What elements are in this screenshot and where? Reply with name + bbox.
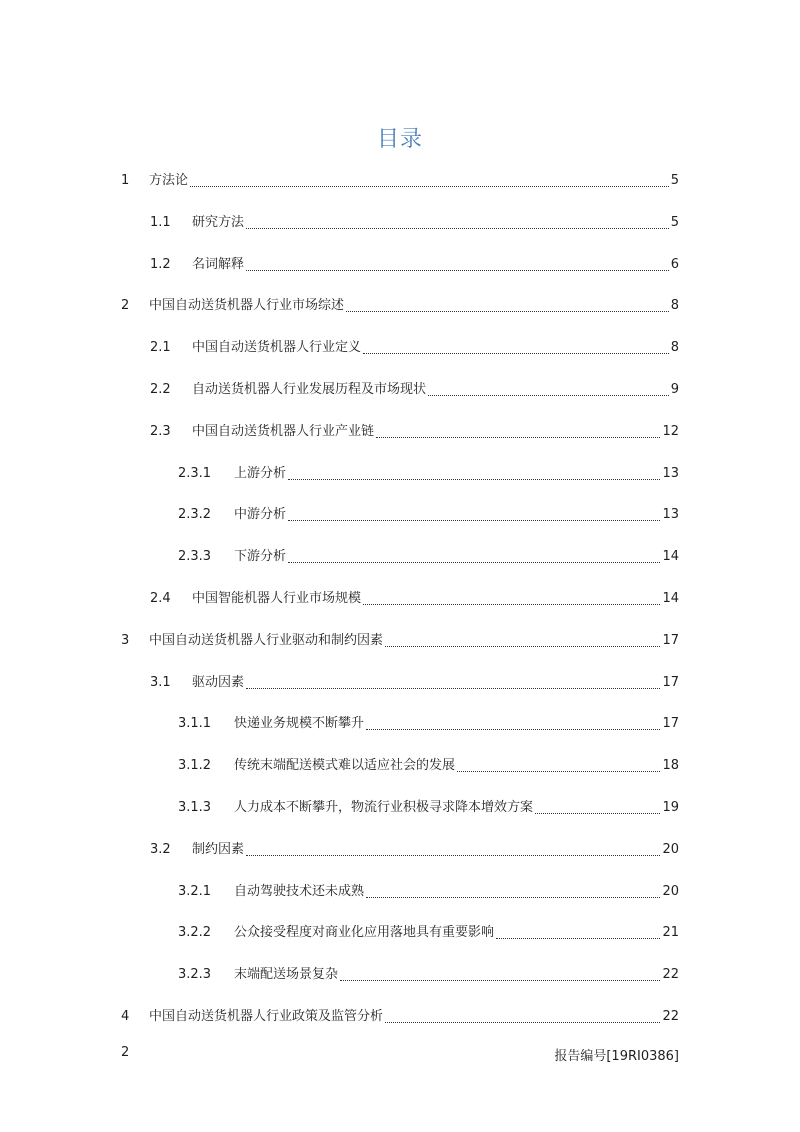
toc-dot-leader	[190, 185, 669, 187]
toc-dot-leader	[363, 352, 669, 354]
toc-entry-page: 5	[670, 214, 679, 230]
toc-entry-number: 3.2.1	[178, 883, 212, 899]
toc-dot-leader	[366, 896, 660, 898]
toc-entry-title: 制约因素	[192, 841, 245, 857]
page-title: 目录	[376, 127, 423, 152]
toc-entry-number: 4	[121, 1009, 130, 1024]
toc-dot-leader	[346, 310, 669, 312]
toc-entry-title: 传统末端配送模式难以适应社会的发展	[234, 758, 456, 774]
toc-entry[interactable]	[178, 923, 679, 943]
toc-dot-leader	[535, 812, 660, 814]
toc-entry-page: 14	[662, 591, 679, 606]
toc-dot-leader	[428, 394, 669, 396]
toc-entry-title: 驱动因素	[192, 674, 245, 690]
toc-entry-number: 2.1	[150, 340, 171, 356]
toc-entry-number: 2.2	[150, 382, 171, 397]
toc-entry-number: 2.3.2	[178, 507, 212, 523]
toc-dot-leader	[288, 561, 660, 563]
toc-entry-page: 19	[662, 800, 679, 815]
toc-entry-page: 22	[662, 967, 679, 983]
toc-dot-leader	[246, 269, 669, 271]
toc-dot-leader	[246, 854, 660, 856]
toc-entry-page: 13	[662, 507, 679, 523]
toc-dot-leader	[366, 728, 660, 730]
toc-entry-page: 14	[662, 549, 679, 565]
toc-entry[interactable]	[150, 255, 679, 275]
toc-entry-title: 名词解释	[192, 256, 245, 272]
toc-entry[interactable]	[150, 673, 679, 693]
toc-entry-title: 研究方法	[192, 214, 245, 230]
toc-entry-number: 3.1.3	[178, 800, 212, 815]
toc-entry[interactable]	[178, 798, 679, 818]
toc-entry-title: 上游分析	[234, 465, 287, 481]
toc-entry-number: 2.3	[150, 423, 171, 439]
toc-entry-page: 20	[662, 841, 679, 857]
toc-dot-leader	[246, 687, 660, 689]
toc-entry[interactable]	[150, 840, 679, 860]
toc-entry-page: 22	[662, 1009, 679, 1024]
toc-entry-number: 1.2	[150, 256, 171, 272]
toc-entry-page: 9	[670, 382, 679, 397]
toc-entry-page: 12	[662, 423, 679, 439]
toc-entry-page: 17	[662, 716, 679, 732]
toc-entry-number: 3.1.1	[178, 716, 212, 732]
toc-dot-leader	[385, 1021, 660, 1023]
toc-entry[interactable]	[121, 171, 679, 191]
toc-entry-title: 自动驾驶技术还未成熟	[234, 883, 365, 899]
toc-entry-page: 6	[670, 256, 679, 272]
toc-dot-leader	[288, 519, 660, 521]
toc-entry[interactable]	[178, 882, 679, 902]
toc-entry-title: 中国自动送货机器人行业政策及监管分析	[149, 1009, 384, 1024]
toc-entry-title: 中国自动送货机器人行业市场综述	[149, 298, 345, 314]
toc-entry[interactable]	[178, 505, 679, 525]
toc-dot-leader	[246, 227, 669, 229]
footer-report-id: 报告编号[19RI0386]	[554, 1049, 679, 1064]
toc-entry[interactable]	[178, 464, 679, 484]
footer-page-number: 2	[121, 1045, 130, 1060]
toc-entry[interactable]	[150, 380, 679, 400]
toc-entry-page: 5	[670, 173, 679, 188]
toc-entry-number: 2.3.1	[178, 465, 212, 481]
toc-entry-page: 18	[662, 758, 679, 774]
toc-entry-page: 20	[662, 883, 679, 899]
toc-entry-title: 自动送货机器人行业发展历程及市场现状	[192, 382, 427, 397]
toc-entry-number: 3.1.2	[178, 758, 212, 774]
toc-entry-number: 1	[121, 173, 130, 188]
toc-entry[interactable]	[178, 547, 679, 567]
toc-entry-page: 8	[670, 298, 679, 314]
toc-dot-leader	[376, 436, 660, 438]
toc-entry-number: 2	[121, 298, 130, 314]
toc-entry[interactable]	[178, 965, 679, 985]
toc-dot-leader	[363, 603, 660, 605]
toc-entry[interactable]	[121, 296, 679, 316]
toc-entry-title: 快递业务规模不断攀升	[234, 716, 365, 732]
toc-dot-leader	[385, 645, 660, 647]
toc-entry-title: 中国自动送货机器人行业定义	[192, 340, 362, 356]
toc-entry-number: 2.3.3	[178, 549, 212, 565]
toc-entry-page: 21	[662, 925, 679, 941]
toc-entry[interactable]	[178, 714, 679, 734]
toc-entry[interactable]	[150, 422, 679, 442]
toc-entry-number: 3	[121, 632, 130, 648]
toc-entry-title: 末端配送场景复杂	[234, 967, 339, 983]
toc-entry[interactable]	[150, 213, 679, 233]
toc-entry-title: 中国自动送货机器人行业驱动和制约因素	[149, 632, 384, 648]
toc-entry-page: 8	[670, 340, 679, 356]
toc-entry-page: 13	[662, 465, 679, 481]
toc-entry-page: 17	[662, 674, 679, 690]
toc-entry[interactable]	[121, 631, 679, 651]
toc-dot-leader	[496, 937, 660, 939]
toc-entry-title: 下游分析	[234, 549, 287, 565]
toc-dot-leader	[340, 979, 660, 981]
toc-entry-number: 3.2.2	[178, 925, 212, 941]
toc-entry-number: 3.2	[150, 841, 171, 857]
toc-entry[interactable]	[178, 756, 679, 776]
toc-entry-title: 中国自动送货机器人行业产业链	[192, 423, 375, 439]
toc-entry-title: 方法论	[149, 173, 189, 188]
toc-entry-number: 2.4	[150, 591, 171, 606]
toc-entry-number: 1.1	[150, 214, 171, 230]
toc-entry[interactable]	[150, 338, 679, 358]
toc-dot-leader	[457, 770, 660, 772]
toc-entry-page: 17	[662, 632, 679, 648]
toc-entry-number: 3.1	[150, 674, 171, 690]
toc-entry-title: 中游分析	[234, 507, 287, 523]
page-footer	[121, 1045, 679, 1065]
toc-entry-title: 中国智能机器人行业市场规模	[192, 591, 362, 606]
toc-entry-title: 公众接受程度对商业化应用落地具有重要影响	[234, 925, 495, 941]
toc-entry[interactable]	[121, 1007, 679, 1027]
toc-entry[interactable]	[150, 589, 679, 609]
toc-entry-number: 3.2.3	[178, 967, 212, 983]
toc-entry-title: 人力成本不断攀升，物流行业积极寻求降本增效方案	[234, 800, 534, 815]
toc-dot-leader	[288, 478, 660, 480]
